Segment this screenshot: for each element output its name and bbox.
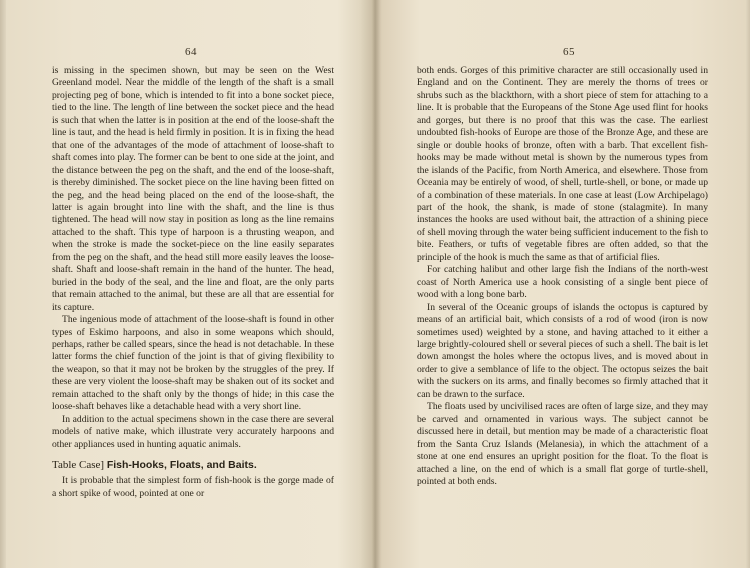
paragraph: The ingenious mode of attachment of the loose-shaft is found in other types of Eskimo harpoons, and also in some weapons which should, perhaps, rather be called spears, since the head is not detachable. In these latter forms the chief function of the joint is that of giving flexibility to the weapon, so that it may not be broken by the struggles of the prey. If these are very violent the loose-shaft may be shaken out of its socket and remain attached to the shaft only by the thongs of hide; in this case the loose-shaft behaves like a detachable head with a very short line. bbox=[52, 314, 334, 413]
page-number: 65 bbox=[563, 46, 575, 58]
paragraph: The floats used by uncivilised races are often of large size, and they may be carved and ornamented in various ways. The subject cannot be discussed here in detail, but mention may be made of a characteristic float from the Santa Cruz Islands (Melanesia), in which the attachment of a stone at one end ensures an upright position for the float. To the float is attached a line, on the end of which is a small flat gorge of turtle-shell, pointed at both ends. bbox=[417, 401, 708, 487]
gutter-shadow bbox=[360, 0, 382, 568]
section-heading bbox=[52, 458, 334, 473]
section-label: Table Case] bbox=[52, 459, 105, 472]
paragraph: is missing in the specimen shown, but may be seen on the West Greenland model. Near the middle of the length of the shaft is a small projecting peg of bone, which is intended to fit into a bone socket piece, tied to the line. The length of line between the socket piece and the head is such that when the latter is in position at the end of the loose-shaft the line is taut, and the head is held firmly in position. It is in fixing the head that one of the advantages of the mode of attachment of loose-shaft to shaft comes into play. The former can be bent to one side at the joint, and the distance between the peg on the shaft, and the end of the loose-shaft, is thereby diminished. The socket piece on the line having been fitted on the peg, and the head being placed on the end of the loose-shaft, the latter is again brought into line with the shaft, and the line is thus tightened. The head will now stay in position as long as the line remains attached to the shaft. This type of harpoon is a thrusting weapon, and when the stroke is made the socket-piece on the line easily separates from the peg on the shaft, and the head still more easily leaves the loose-shaft. Shaft and loose-shaft remain in the hand of the hunter. The head, buried in the body of the seal, and the line and float, are the only parts that remain attached to the animal, but these are all that are essential for its capture. bbox=[52, 65, 334, 313]
section-title: Fish-Hooks, Floats, and Baits. bbox=[106, 459, 257, 472]
page-number: 64 bbox=[185, 46, 197, 58]
paragraph: It is probable that the simplest form of fish-hook is the gorge made of a short spike of wood, pointed at one or bbox=[52, 475, 334, 499]
right-page-body bbox=[417, 65, 708, 488]
paragraph: In addition to the actual specimens shown in the case there are several models of native make, which illustrate very accurately harpoons and other appliances used in hunting aquatic animals. bbox=[52, 413, 334, 450]
paragraph: For catching halibut and other large fish the Indians of the north-west coast of North America use a hook consisting of a single bent piece of wood with a long bone barb. bbox=[417, 264, 708, 301]
paragraph: both ends. Gorges of this primitive character are still occasionally used in England and on the Continent. They are merely the thorns of trees or shrubs such as the blackthorn, with a short piece of stem for attaching to a line. It is probable that the Europeans of the Stone Age used flint for hooks and gorges, but there is no proof that this was the case. The earliest undoubted fish-hooks of Europe are those of the Bronze Age, and these are single or double hooks of bronze, often with a barb. That excellent fish-hooks may be made without metal is shown by the numerous types from the islands of the Pacific, from North America, and elsewhere. Those from Oceania may be entirely of wood, of shell, turtle-shell, or bone, or made up of a combination of these materials. In one case at least (Low Archipelago) part of the hook, the shank, is made of stone (stalagmite). In many instances the hooks are used without bait, the attraction of a shining piece of shell moving through the water being sufficient inducement to the fish to bite. Feathers, or tufts of vegetable fibres are often added, so that the principle of the hook is much the same as that of artificial flies. bbox=[417, 65, 708, 263]
left-page-body bbox=[52, 65, 334, 500]
paragraph: In several of the Oceanic groups of islands the octopus is captured by means of an artificial bait, which consists of a rod of wood (iron is now sometimes used) weighted by a stone, and having attached to it either a large brightly-coloured shell or several pieces of such a shell. The bait is let down amongst the holes where the octopus lives, and is moved about in order to give a semblance of life to the object. The octopus seizes the bait with the suckers on its arms, and finally becomes so firmly attached that it can be drawn to the surface. bbox=[417, 301, 708, 400]
